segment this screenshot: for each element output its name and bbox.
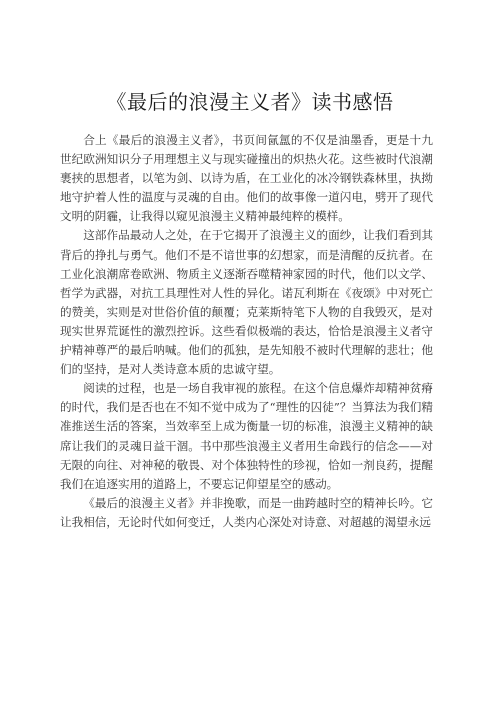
paragraph: 这部作品最动人之处，在于它揭开了浪漫主义的面纱，让我们看到其背后的挣扎与勇气。他们不是不谙世事的幻想家，而是清醒的反抗者。在工业化浪潮席卷欧洲、物质主义逐渐吞噬精神家园的时代，他们以文学、哲学为武器，对抗工具理性对人性的异化。诺瓦利斯在《夜颂》中对死亡的赞美，实则是对世俗价值的颠覆；克莱斯特笔下人物的自我毁灭，是对现实世界荒诞性的激烈控诉。这些看似极端的表达，恰恰是浪漫主义者守护精神尊严的最后呐喊。他们的孤独，是先知般不被时代理解的悲壮；他们的坚持，是对人类诗意本质的忠诚守望。	[60, 228, 433, 377]
paragraph: 阅读的过程，也是一场自我审视的旅程。在这个信息爆炸却精神贫瘠的时代，我们是否也在不知不觉中成为了“理性的囚徒”？当算法为我们精准推送生活的答案，当效率至上成为衡量一切的标准，浪漫主义精神的缺席让我们的灵魂日益干涸。书中那些浪漫主义者用生命践行的信念——对无限的向往、对神秘的敬畏、对个体独特性的珍视，恰如一剂良药，提醒我们在追逐实用的道路上，不要忘记仰望星空的感动。	[60, 381, 433, 491]
paragraph: 《最后的浪漫主义者》并非挽歌，而是一曲跨越时空的精神长吟。它让我相信，无论时代如何变迁，人类内心深处对诗意、对超越的渴望永远	[60, 495, 433, 529]
document-title: 《最后的浪漫主义者》读书感悟	[106, 90, 394, 114]
paragraph: 合上《最后的浪漫主义者》，书页间氤氲的不仅是油墨香，更是十九世纪欧洲知识分子用理想主义与现实碰撞出的炽热火花。这些被时代浪潮裹挟的思想者，以笔为剑、以诗为盾，在工业化的冰冷钢铁森林里，执拗地守护着人性的温度与灵魂的自由。他们的故事像一道闪电，劈开了现代文明的阴霾，让我得以窥见浪漫主义精神最纯粹的模样。	[60, 133, 433, 224]
document-body	[60, 131, 433, 532]
